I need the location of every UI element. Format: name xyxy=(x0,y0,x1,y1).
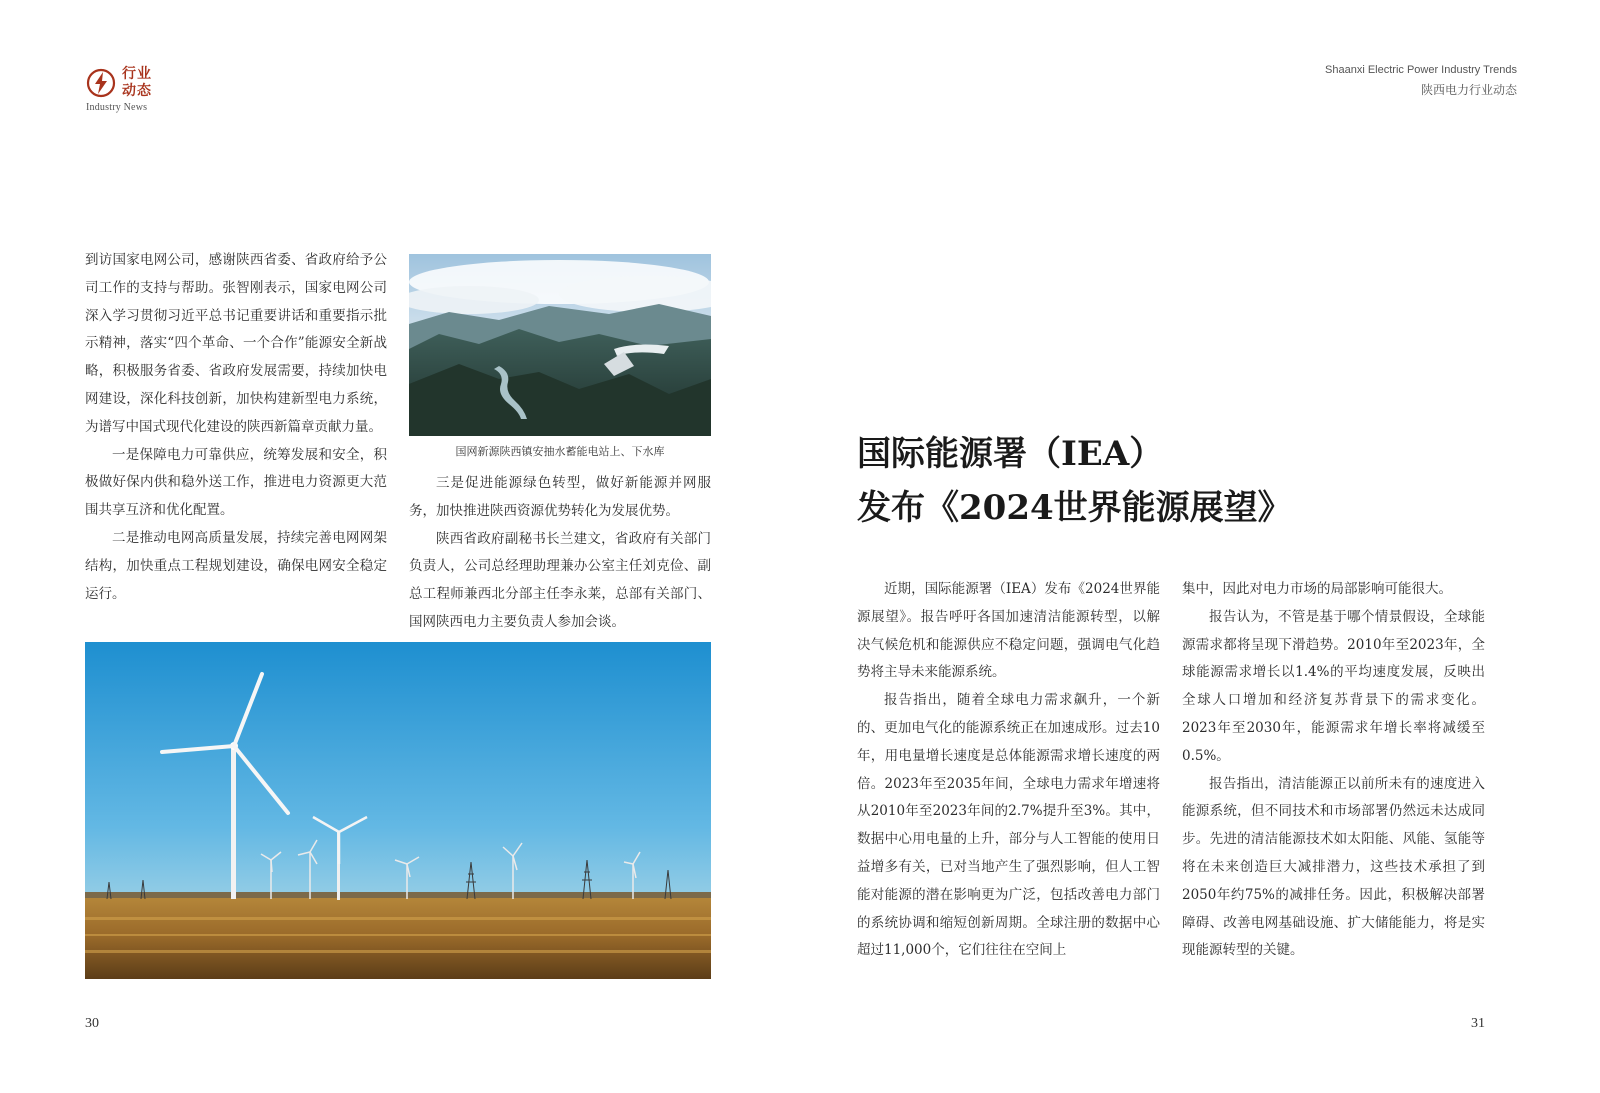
article-title-line1: 国际能源署（IEA） xyxy=(857,434,1164,474)
section-title-line1: 行业 xyxy=(122,66,152,82)
paragraph: 集中，因此对电力市场的局部影响可能很大。 xyxy=(1182,581,1452,597)
article-title xyxy=(857,427,1497,535)
paragraph: 报告认为，不管是基于哪个情景假设，全球能源需求都将呈现下滑趋势。2010年至2023年，全球能源需求增长以1.4%的平均速度发展，反映出全球人口增加和经济复苏背景下的需求变化。2023年至2030年，能源需求年增长率将减缓至0.5%。 xyxy=(1182,608,1485,764)
page-number-right: 31 xyxy=(1471,1016,1485,1031)
middle-text-column xyxy=(409,470,711,637)
section-logo xyxy=(86,66,206,116)
right-text-column-1 xyxy=(857,576,1160,965)
paragraph: 近期，国际能源署（IEA）发布《2024世界能源展望》。报告呼吁各国加速清洁能源转型，以解决气候危机和能源供应不稳定问题，强调电气化趋势将主导未来能源系统。 xyxy=(857,581,1160,681)
paragraph: 一是保障电力可靠供应，统筹发展和安全，积极做好保内供和稳外送工作，推进电力资源更大范围共享互济和优化配置。 xyxy=(85,446,387,519)
right-text-column-2 xyxy=(1182,576,1485,965)
paragraph: 三是促进能源绿色转型，做好新能源并网服务，加快推进陕西资源优势转化为发展优势。 xyxy=(409,475,711,519)
paragraph: 陕西省政府副秘书长兰建文，省政府有关部门负责人，公司总经理助理兼办公室主任刘克俭、副总工程师兼西北分部主任李永莱，总部有关部门、国网陕西电力主要负责人参加会谈。 xyxy=(409,530,711,630)
magazine-title-en: Shaanxi Electric Power Industry Trends xyxy=(1325,64,1517,76)
article-title-line2: 发布《2024世界能源展望》 xyxy=(857,488,1292,528)
left-text-column xyxy=(85,247,387,608)
magazine-title-cn: 陕西电力行业动态 xyxy=(1420,83,1517,97)
reservoir-photo xyxy=(409,254,711,436)
page-number-left: 30 xyxy=(85,1016,99,1031)
section-subtitle: Industry News xyxy=(86,102,148,113)
paragraph: 二是推动电网高质量发展，持续完善电网网架结构，加快重点工程规划建设，确保电网安全稳定运行。 xyxy=(85,529,387,602)
wind-farm-photo xyxy=(85,642,711,979)
paragraph: 报告指出，清洁能源正以前所未有的速度进入能源系统，但不同技术和市场部署仍然远未达成同步。先进的清洁能源技术如太阳能、风能、氢能等将在未来创造巨大减排潜力，这些技术承担了到2050年约75%的减排任务。因此，积极解决部署障碍、改善电网基础设施、扩大储能能力，将是实现能源转型的关键。 xyxy=(1182,775,1485,959)
paragraph: 报告指出，随着全球电力需求飙升，一个新的、更加电气化的能源系统正在加速成形。过去10年，用电量增长速度是总体能源需求增长速度的两倍。2023年至2035年间，全球电力需求年增速将从2010年至2023年间的2.7%提升至3%。其中，数据中心用电量的上升，部分与人工智能的使用日益增多有关，已对当地产生了强烈影响，但人工智能对能源的潜在影响更为广泛，包括改善电力部门的系统协调和缩短创新周期。全球注册的数据中心超过11,000个，它们往往在空间上 xyxy=(857,692,1160,959)
section-title-line2: 动态 xyxy=(122,83,152,99)
paragraph: 到访国家电网公司，感谢陕西省委、省政府给予公司工作的支持与帮助。张智刚表示，国家电网公司深入学习贯彻习近平总书记重要讲话和重要指示批示精神，落实“四个革命、一个合作”能源安全新战略，积极服务省委、省政府发展需要，持续加快电网建设，深化科技创新，加快构建新型电力系统，为谱写中国式现代化建设的陕西新篇章贡献力量。 xyxy=(85,252,387,435)
photo-caption: 国网新源陕西镇安抽水蓄能电站上、下水库 xyxy=(455,445,665,458)
lightning-bolt-icon xyxy=(86,68,116,98)
